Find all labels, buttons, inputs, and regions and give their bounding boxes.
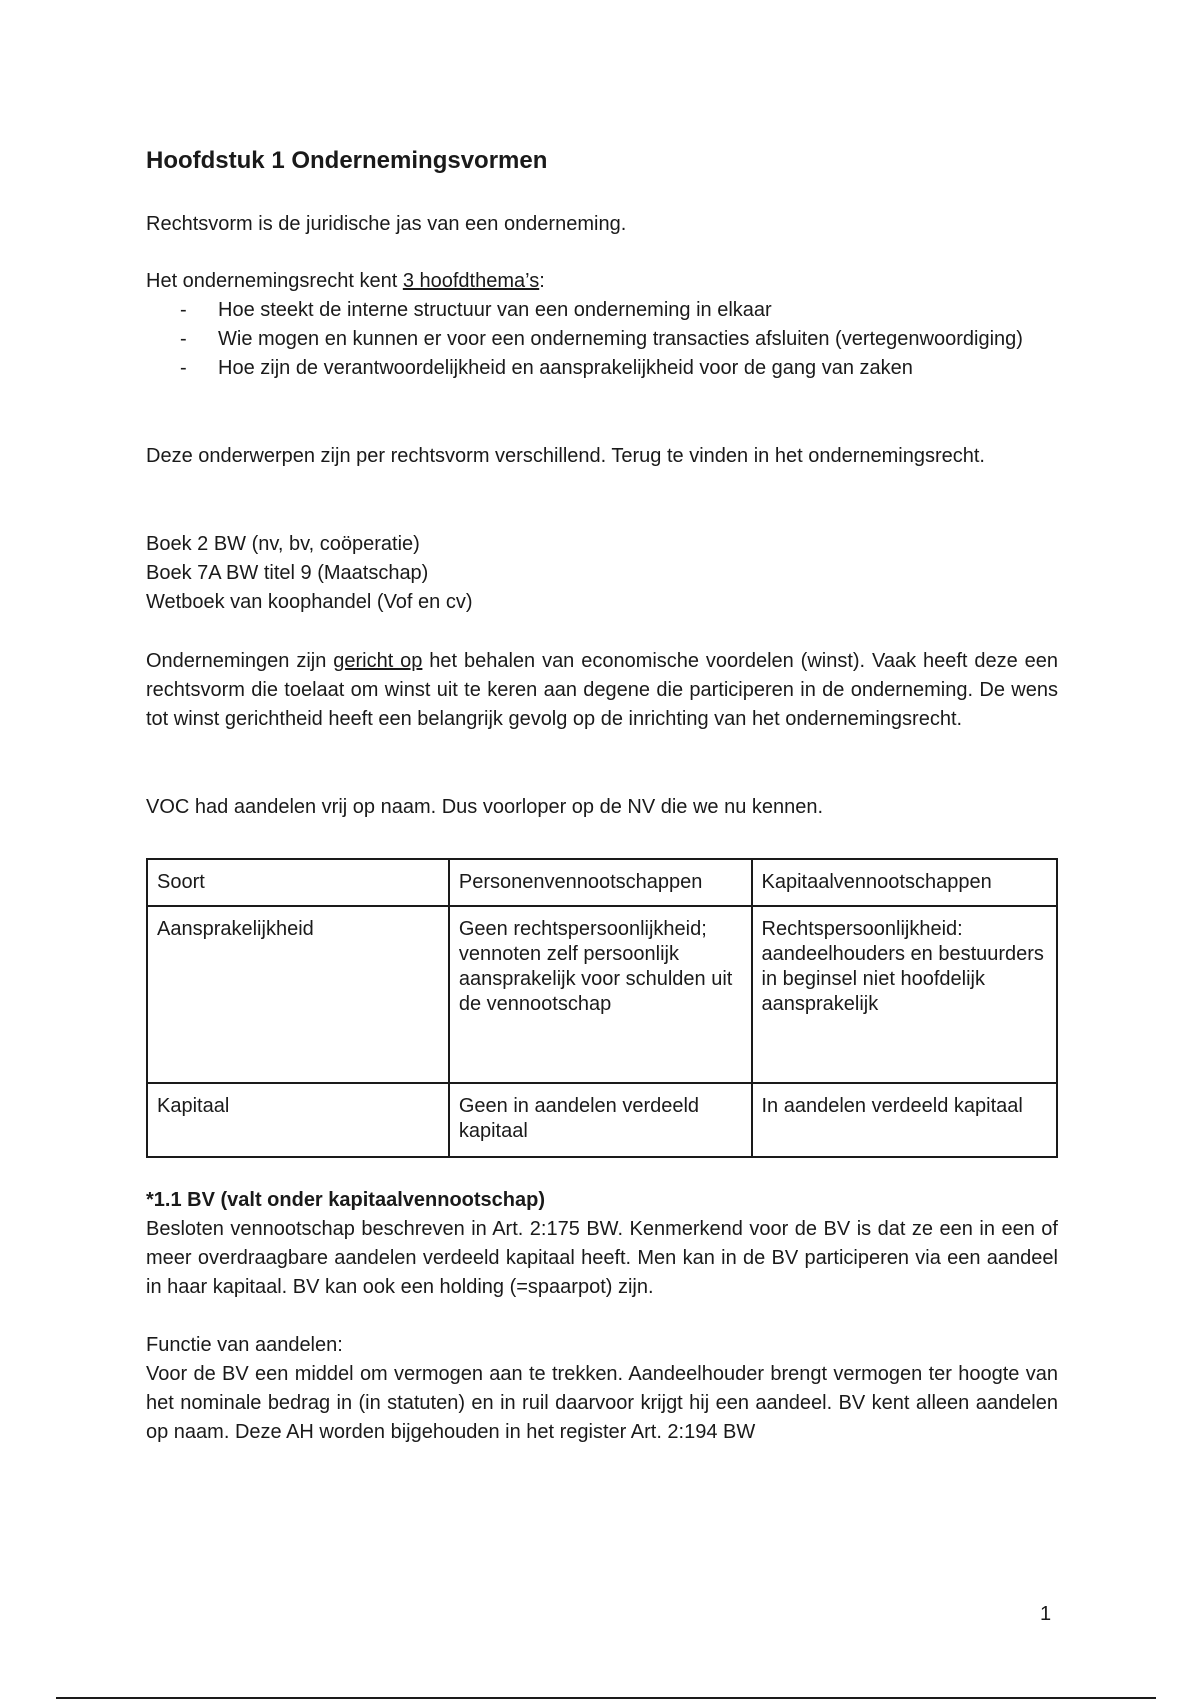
list-item bbox=[180, 354, 1058, 383]
table-header-row bbox=[147, 859, 1057, 906]
table-row bbox=[147, 906, 1057, 1083]
table-header-cell: Personenvennootschappen bbox=[449, 859, 752, 906]
dash-bullet: - bbox=[180, 328, 187, 350]
table-row bbox=[147, 1083, 1057, 1157]
chapter-heading: Hoofdstuk 1 Ondernemingsvormen bbox=[146, 147, 548, 174]
winst-rest: het behalen van economische voordelen (winst). Vaak heeft deze een rechtsvorm die toelaat om winst uit te keren aan degene die participeren in de onderneming. De wens tot winst gerichtheid heeft een belangrijk gevolg op de inrichting van het ondernemingsrecht. bbox=[146, 650, 1058, 730]
table-cell: Rechtspersoonlijkheid: aandeelhouders en bestuurders in beginsel niet hoofdelijk aansprakelijk bbox=[752, 906, 1058, 1083]
dash-bullet: - bbox=[180, 299, 187, 321]
footer-divider bbox=[56, 1697, 1156, 1699]
comparison-table bbox=[146, 858, 1058, 1158]
paragraph-onderwerpen: Deze onderwerpen zijn per rechtsvorm verschillend. Terug te vinden in het ondernemingsrecht. bbox=[146, 445, 985, 467]
hoofdthemas-underlined: 3 hoofdthema’s bbox=[402, 270, 540, 292]
paragraph-functie: Voor de BV een middel om vermogen aan te trekken. Aandeelhouder brengt vermogen ter hoogte van het nominale bedrag in (in statuten) en in ruil daarvoor krijgt hij een aandeel. BV kent alleen aandelen op naam. Deze AH worden bijgehouden in het register Art. 2:194 BW bbox=[146, 1363, 1058, 1443]
book-line: Wetboek van koophandel (Vof en cv) bbox=[146, 591, 473, 613]
paragraph-winst bbox=[146, 647, 1058, 734]
theme-text: Hoe steekt de interne structuur van een onderneming in elkaar bbox=[218, 299, 772, 321]
list-item bbox=[180, 296, 1058, 325]
table-cell: In aandelen verdeeld kapitaal bbox=[752, 1083, 1058, 1157]
functie-label: Functie van aandelen: bbox=[146, 1334, 343, 1356]
hoofdthemas-intro: Het ondernemingsrecht kent bbox=[146, 270, 403, 292]
themes-list bbox=[180, 296, 1058, 383]
book-line: Boek 7A BW titel 9 (Maatschap) bbox=[146, 562, 429, 584]
table-header-cell: Soort bbox=[147, 859, 449, 906]
table-cell: Kapitaal bbox=[147, 1083, 449, 1157]
books-list bbox=[146, 530, 1058, 617]
page-number: 1 bbox=[1040, 1603, 1052, 1625]
winst-intro: Ondernemingen zijn bbox=[146, 650, 334, 672]
paragraph-hoofdthemas bbox=[146, 267, 1058, 296]
theme-text: Hoe zijn de verantwoordelijkheid en aansprakelijkheid voor de gang van zaken bbox=[218, 357, 913, 379]
table-cell: Geen rechtspersoonlijkheid; vennoten zelf persoonlijk aansprakelijk voor schulden uit de vennootschap bbox=[449, 906, 752, 1083]
dash-bullet: - bbox=[180, 357, 187, 379]
hoofdthemas-colon: : bbox=[539, 270, 545, 292]
table-header-cell: Kapitaalvennootschappen bbox=[752, 859, 1058, 906]
table-cell: Geen in aandelen verdeeld kapitaal bbox=[449, 1083, 752, 1157]
theme-text: Wie mogen en kunnen er voor een onderneming transacties afsluiten (vertegenwoordiging) bbox=[218, 328, 1023, 350]
book-line: Boek 2 BW (nv, bv, coöperatie) bbox=[146, 533, 420, 555]
winst-underlined: gericht op bbox=[333, 650, 423, 672]
list-item bbox=[180, 325, 1058, 354]
section-heading-bv: *1.1 BV (valt onder kapitaalvennootschap) bbox=[146, 1189, 545, 1211]
paragraph-bv: Besloten vennootschap beschreven in Art. 2:175 BW. Kenmerkend voor de BV is dat ze een in een of meer overdraagbare aandelen verdeeld kapitaal heeft. Men kan in de BV participeren via een aandeel in haar kapitaal. BV kan ook een holding (=spaarpot) zijn. bbox=[146, 1218, 1058, 1298]
table-cell: Aansprakelijkheid bbox=[147, 906, 449, 1083]
paragraph-voc: VOC had aandelen vrij op naam. Dus voorloper op de NV die we nu kennen. bbox=[146, 796, 824, 818]
paragraph-rechtsvorm: Rechtsvorm is de juridische jas van een onderneming. bbox=[146, 213, 627, 235]
